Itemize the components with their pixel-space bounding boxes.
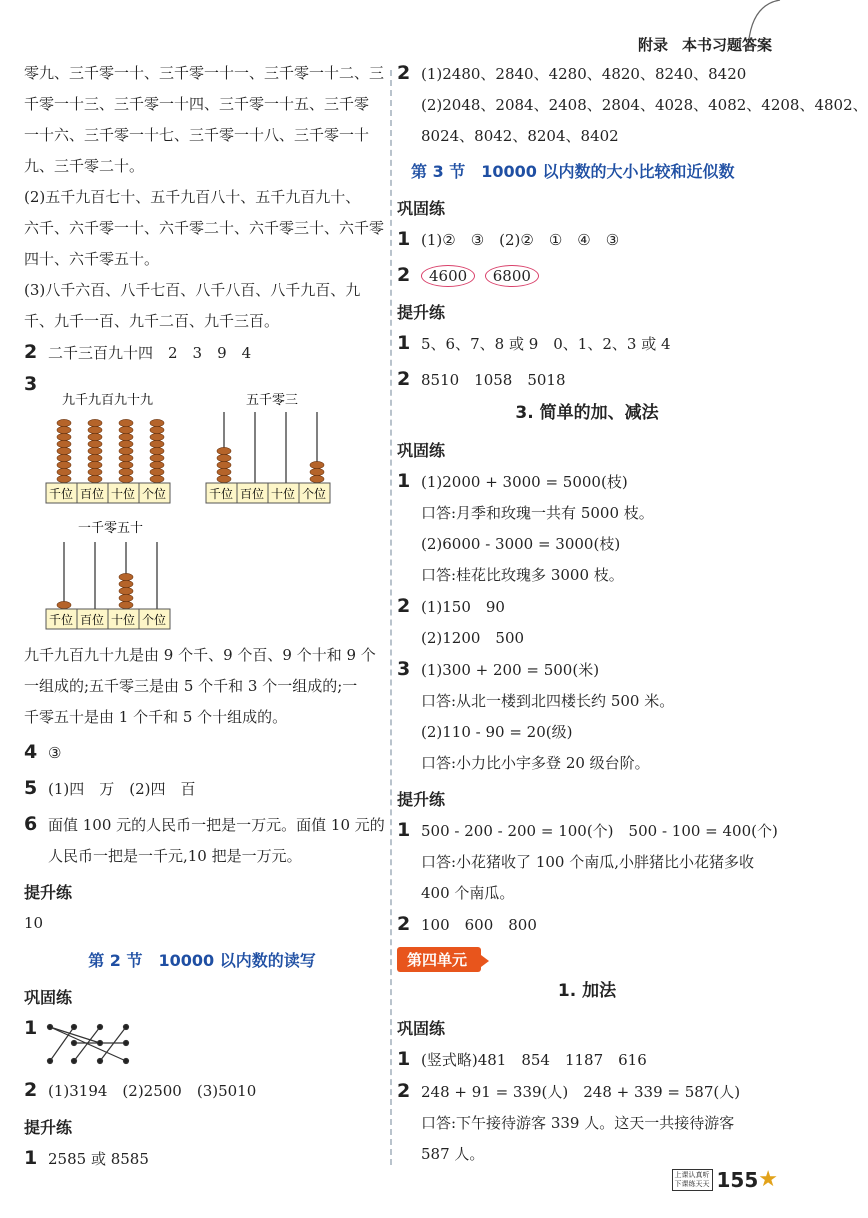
- answer-text: 248 + 91 = 339(人) 248 + 339 = 587(人): [421, 1083, 741, 1101]
- answer-text: (1)四 万 (2)四 百: [48, 780, 196, 798]
- abacus-bead: [150, 475, 164, 482]
- question-a3: [397, 654, 777, 686]
- place-label: 千位: [48, 613, 74, 627]
- answer-line: 400 个南瓜。: [421, 884, 515, 902]
- abacus-bead: [119, 461, 133, 468]
- answer-line: 口答:下午接待游客 339 人。这天一共接待游客: [421, 1114, 735, 1132]
- question-a1: [397, 466, 777, 498]
- subheading-tisheng: 提升练: [397, 790, 446, 809]
- question-t1: [24, 1143, 380, 1175]
- abacus-bead: [119, 433, 133, 440]
- answer-text: (1)2000 + 3000 = 5000(枝): [421, 473, 628, 491]
- abacus-title: 五千零三: [246, 393, 299, 408]
- answer-line: 千、九千一百、九千二百、九千三百。: [24, 312, 280, 330]
- abacus-bead: [150, 426, 164, 433]
- circled-answer: 4600: [421, 265, 475, 287]
- question-number: 2: [24, 341, 38, 363]
- answer-text: 8510 1058 5018: [421, 371, 566, 389]
- abacus-bead: [310, 475, 324, 482]
- answer-line: (2)110 - 90 = 20(级): [421, 723, 573, 741]
- answer-line: 九、三千零二十。: [24, 157, 145, 175]
- question-number: 1: [24, 1147, 38, 1169]
- question-number: 2: [397, 62, 411, 84]
- abacus-bead: [150, 440, 164, 447]
- abacus-2: [206, 412, 330, 503]
- question-4: [24, 737, 380, 769]
- question-number: 6: [24, 813, 38, 835]
- slogan: [672, 1169, 713, 1191]
- abacus-bead: [119, 475, 133, 482]
- answer-line: 千零一十三、三千零一十四、三千零一十五、三千零: [24, 95, 370, 113]
- abacus-bead: [57, 468, 71, 475]
- answer-line: 口答:桂花比玫瑰多 3000 枝。: [421, 566, 624, 584]
- abacus-bead: [57, 454, 71, 461]
- abacus-title: 一千零五十: [78, 521, 144, 536]
- place-label: 千位: [208, 487, 234, 501]
- subheading-gonggu: 巩固练: [397, 441, 446, 460]
- right-column: [397, 58, 868, 1170]
- answer-line: 口答:小花猪收了 100 个南瓜,小胖猪比小花猪多收: [421, 853, 754, 871]
- subheading-tisheng: 提升练: [397, 303, 446, 322]
- answer-text: 5、6、7、8 或 9 0、1、2、3 或 4: [421, 335, 671, 353]
- question-number: 3: [24, 373, 38, 395]
- question-g1: [397, 224, 777, 256]
- question-a2: [397, 591, 777, 623]
- abacus-bead: [119, 594, 133, 601]
- abacus-bead: [150, 461, 164, 468]
- abacus-bead: [57, 440, 71, 447]
- question-number: 1: [397, 1048, 411, 1070]
- abacus-bead: [119, 419, 133, 426]
- abacus-bead: [150, 447, 164, 454]
- abacus-bead: [88, 468, 102, 475]
- question-number: 1: [397, 332, 411, 354]
- answer-text: 面值 100 元的人民币一把是一万元。面值 10 元的: [48, 816, 385, 834]
- question-6: [24, 809, 385, 841]
- question-number: 5: [24, 777, 38, 799]
- slogan-line: 下课练天天: [674, 1179, 710, 1188]
- subheading-gonggu: 巩固练: [24, 988, 73, 1007]
- abacus-bead: [119, 601, 133, 608]
- question-t1: [397, 328, 777, 360]
- abacus-bead: [217, 461, 231, 468]
- matching-diagram: [44, 1019, 154, 1069]
- abacus-bead: [88, 475, 102, 482]
- answer-line: 人民币一把是一千元,10 把是一万元。: [48, 847, 302, 865]
- place-label: 千位: [48, 487, 74, 501]
- abacus-3: [46, 542, 170, 629]
- subheading-tisheng: 提升练: [24, 1118, 73, 1137]
- lesson-title: 1. 加法: [557, 981, 617, 1001]
- question-r2: [397, 58, 777, 90]
- question-c2: [397, 1076, 777, 1108]
- place-label: 百位: [79, 613, 105, 627]
- section-heading-2: 第 2 节 10000 以内数的读写: [88, 951, 316, 970]
- question-number: 4: [24, 741, 38, 763]
- place-label: 十位: [110, 487, 136, 501]
- left-column-lower: [24, 640, 385, 1175]
- answer-text: (1)150 90: [421, 598, 505, 616]
- answer-line: 一组成的;五千零三是由 5 个千和 3 个一组成的;一: [24, 677, 358, 695]
- abacus-bead: [57, 419, 71, 426]
- answer-line: (2)五千九百七十、五千九百八十、五千九百九十、: [24, 188, 361, 206]
- question-number: 1: [397, 470, 411, 492]
- question-number: 2: [397, 1080, 411, 1102]
- abacus-bead: [57, 433, 71, 440]
- answer-line: 10: [24, 914, 44, 932]
- abacus-bead: [57, 426, 71, 433]
- subheading-tisheng: 提升练: [24, 883, 73, 902]
- question-g2: [24, 1075, 380, 1107]
- question-number: 2: [24, 1079, 38, 1101]
- section-heading-3: 第 3 节 10000 以内数的大小比较和近似数: [411, 162, 735, 181]
- abacus-bead: [150, 433, 164, 440]
- header-section: 附录: [637, 36, 668, 54]
- question-2: [24, 337, 380, 369]
- answer-line: 九千九百九十九是由 9 个千、9 个百、9 个十和 9 个: [24, 646, 376, 664]
- question-number: 2: [397, 368, 411, 390]
- abacus-bead: [310, 468, 324, 475]
- abacus-bead: [57, 461, 71, 468]
- question-number: 1: [24, 1017, 38, 1039]
- place-label: 百位: [79, 487, 105, 501]
- answer-text: 二千三百九十四 2 3 9 4: [48, 344, 252, 362]
- place-label: 百位: [239, 487, 265, 501]
- answer-line: (3)八千六百、八千七百、八千八百、八千九百、九: [24, 281, 361, 299]
- question-b1: [397, 815, 777, 847]
- answer-line: (2)1200 500: [421, 629, 525, 647]
- slogan-line: 上课认真听: [674, 1170, 710, 1179]
- answer-text: 500 - 200 - 200 = 100(个) 500 - 100 = 400(个): [421, 822, 778, 840]
- column-divider: [390, 70, 392, 1165]
- abacus-1: [46, 419, 170, 503]
- question-number: 2: [397, 264, 411, 286]
- page-header: [638, 34, 772, 55]
- abacus-bead: [150, 454, 164, 461]
- abacus-bead: [57, 601, 71, 608]
- abacus-bead: [217, 447, 231, 454]
- page-number: 155: [716, 1167, 759, 1192]
- answer-line: 千零五十是由 1 个千和 5 个十组成的。: [24, 708, 288, 726]
- place-label: 个位: [301, 487, 327, 501]
- answer-line: (2)6000 - 3000 = 3000(枝): [421, 535, 621, 553]
- abacus-bead: [88, 447, 102, 454]
- abacus-bead: [88, 433, 102, 440]
- answer-text: 2585 或 8585: [48, 1150, 149, 1168]
- question-number: 1: [397, 228, 411, 250]
- bead-stack: [217, 447, 324, 482]
- abacus-bead: [119, 454, 133, 461]
- abacus-bead: [119, 580, 133, 587]
- subheading-gonggu: 巩固练: [397, 199, 446, 218]
- answer-text: ③: [48, 744, 62, 762]
- place-label: 十位: [110, 613, 136, 627]
- answer-line: 四十、六千零五十。: [24, 250, 160, 268]
- page-footer: [672, 1167, 778, 1192]
- abacus-bead: [310, 461, 324, 468]
- abacus-bead: [119, 587, 133, 594]
- abacus-bead: [57, 475, 71, 482]
- abacus-bead: [119, 468, 133, 475]
- abacus-bead: [119, 573, 133, 580]
- abacus-bead: [88, 426, 102, 433]
- header-title: 本书习题答案: [681, 36, 772, 54]
- answer-text: (1)2480、2840、4280、4820、8240、8420: [421, 65, 747, 83]
- question-number: 2: [397, 595, 411, 617]
- abacus-bead: [150, 419, 164, 426]
- abacus-bead: [217, 475, 231, 482]
- answer-text: (竖式略)481 854 1187 616: [421, 1051, 647, 1069]
- answer-text: (1)300 + 200 = 500(米): [421, 661, 600, 679]
- abacus-bead: [88, 461, 102, 468]
- abacus-bead: [57, 447, 71, 454]
- question-5: [24, 773, 380, 805]
- question-b2: [397, 909, 777, 941]
- abacus-bead: [88, 419, 102, 426]
- answer-line: 口答:月季和玫瑰一共有 5000 枝。: [421, 504, 654, 522]
- answer-line: 一十六、三千零一十七、三千零一十八、三千零一十: [24, 126, 370, 144]
- abacus-bead: [217, 468, 231, 475]
- abacus-bead: [119, 440, 133, 447]
- answer-line: 零九、三千零一十、三千零一十一、三千零一十二、三: [24, 64, 385, 82]
- answer-text: (1)② ③ (2)② ① ④ ③: [421, 231, 620, 249]
- abacus-bead: [88, 440, 102, 447]
- answer-line: 8024、8042、8204、8402: [421, 127, 619, 145]
- answer-line: 口答:小力比小宇多登 20 级台阶。: [421, 754, 650, 772]
- lesson-title: 3. 简单的加、减法: [515, 403, 659, 423]
- question-g1: [24, 1013, 380, 1069]
- bead-stack: [57, 419, 164, 482]
- abacus-bead: [119, 447, 133, 454]
- question-c1: [397, 1044, 777, 1076]
- subheading-gonggu: 巩固练: [397, 1019, 446, 1038]
- question-number: 3: [397, 658, 411, 680]
- circled-answer: 6800: [485, 265, 539, 287]
- place-label: 个位: [141, 613, 167, 627]
- unit-badge: 第四单元: [397, 947, 481, 972]
- answer-line: 587 人。: [421, 1145, 485, 1163]
- question-g2: [397, 260, 777, 292]
- question-t2: [397, 364, 777, 396]
- place-label: 个位: [141, 487, 167, 501]
- abacus-bead: [150, 468, 164, 475]
- left-column: [24, 58, 385, 401]
- abacus-bead: [217, 454, 231, 461]
- answer-line: 六千、六千零一十、六千零二十、六千零三十、六千零: [24, 219, 385, 237]
- answer-line: 口答:从北一楼到北四楼长约 500 米。: [421, 692, 675, 710]
- star-mascot-icon: ★: [758, 1167, 778, 1192]
- question-number: 1: [397, 819, 411, 841]
- abacus-bead: [119, 426, 133, 433]
- abacus-diagrams: [46, 388, 376, 638]
- place-label: 十位: [270, 487, 296, 501]
- question-number: 2: [397, 913, 411, 935]
- abacus-bead: [88, 454, 102, 461]
- answer-line: (2)2048、2084、2408、2804、4028、4082、4208、4802、: [421, 96, 868, 114]
- abacus-title: 九千九百九十九: [62, 393, 154, 408]
- answer-text: 100 600 800: [421, 916, 537, 934]
- answer-text: (1)3194 (2)2500 (3)5010: [48, 1082, 257, 1100]
